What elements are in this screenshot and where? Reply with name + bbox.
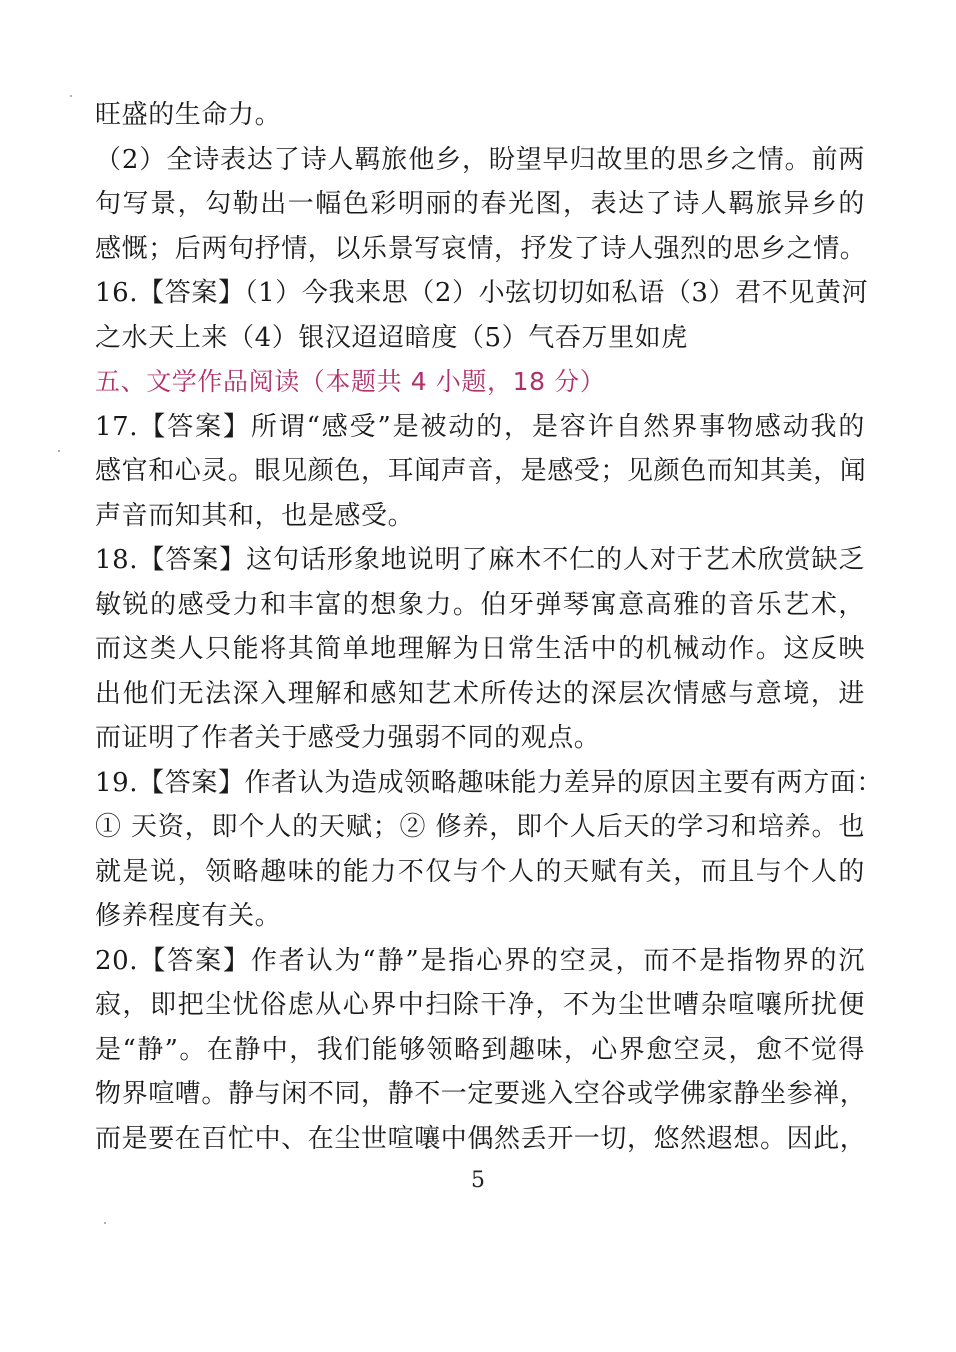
section-heading: 五、文学作品阅读（本题共 4 小题，18 分） <box>95 367 606 396</box>
text-line: 旺盛的生命力。 <box>95 100 282 130</box>
text-line: 出他们无法深入理解和感知艺术所传达的深层次情感与意境，进 <box>95 678 865 709</box>
answer-text-block <box>95 93 883 1161</box>
text-line: 感慨；后两句抒情，以乐景写哀情，抒发了诗人强烈的思乡之情。 <box>95 233 867 264</box>
page-number: 5 <box>471 1168 485 1193</box>
text-line: 感官和心灵。眼见颜色，耳闻声音，是感受；见颜色而知其美，闻 <box>95 456 867 486</box>
answer-20-line: 20.【答案】作者认为“静”是指心界的空灵，而不是指物界的沉 <box>95 945 865 976</box>
text-line: 句写景，勾勒出一幅色彩明丽的春光图，表达了诗人羁旅异乡的 <box>95 189 865 219</box>
text-line: 之水天上来（4）银汉迢迢暗度（5）气吞万里如虎 <box>95 322 688 353</box>
scan-speck <box>104 1222 106 1224</box>
text-line: 是“静”。在静中，我们能够领略到趣味，心界愈空灵，愈不觉得 <box>95 1034 865 1065</box>
text-line: 修养程度有关。 <box>95 901 282 931</box>
text-line: ① 天资，即个人的天赋；② 修养，即个人后天的学习和培养。也 <box>95 812 865 842</box>
text-line: 而这类人只能将其简单地理解为日常生活中的机械动作。这反映 <box>95 634 865 664</box>
text-line: 声音而知其和，也是感受。 <box>95 500 415 531</box>
text-line: 寂，即把尘忧俗虑从心界中扫除干净，不为尘世嘈杂喧嚷所扰便 <box>95 990 865 1020</box>
text-line: 敏锐的感受力和丰富的想象力。伯牙弹琴寓意高雅的音乐艺术， <box>95 589 865 620</box>
scan-speck <box>70 95 72 97</box>
text-line: 物界喧嘈。静与闲不同，静不一定要逃入空谷或学佛家静坐参禅， <box>95 1079 867 1109</box>
text-line: 而是要在百忙中、在尘世喧嚷中偶然丢开一切，悠然遐想。因此， <box>95 1123 867 1154</box>
text-line: 而证明了作者关于感受力强弱不同的观点。 <box>95 723 601 753</box>
answer-17-line: 17.【答案】所谓“感受”是被动的，是容许自然界事物感动我的 <box>95 411 865 442</box>
answer-19-line: 19.【答案】作者认为造成领略趣味能力差异的原因主要有两方面： <box>95 767 883 798</box>
answer-18-line: 18.【答案】这句话形象地说明了麻木不仁的人对于艺术欣赏缺乏 <box>95 545 865 575</box>
answer-16-line: 16.【答案】（1）今我来思（2）小弦切切如私语（3）君不见黄河 <box>95 278 869 308</box>
text-line: （2）全诗表达了诗人羁旅他乡，盼望早归故里的思乡之情。前两 <box>95 144 865 175</box>
text-line: 就是说，领略趣味的能力不仅与个人的天赋有关，而且与个人的 <box>95 856 865 887</box>
scan-speck <box>58 450 60 452</box>
